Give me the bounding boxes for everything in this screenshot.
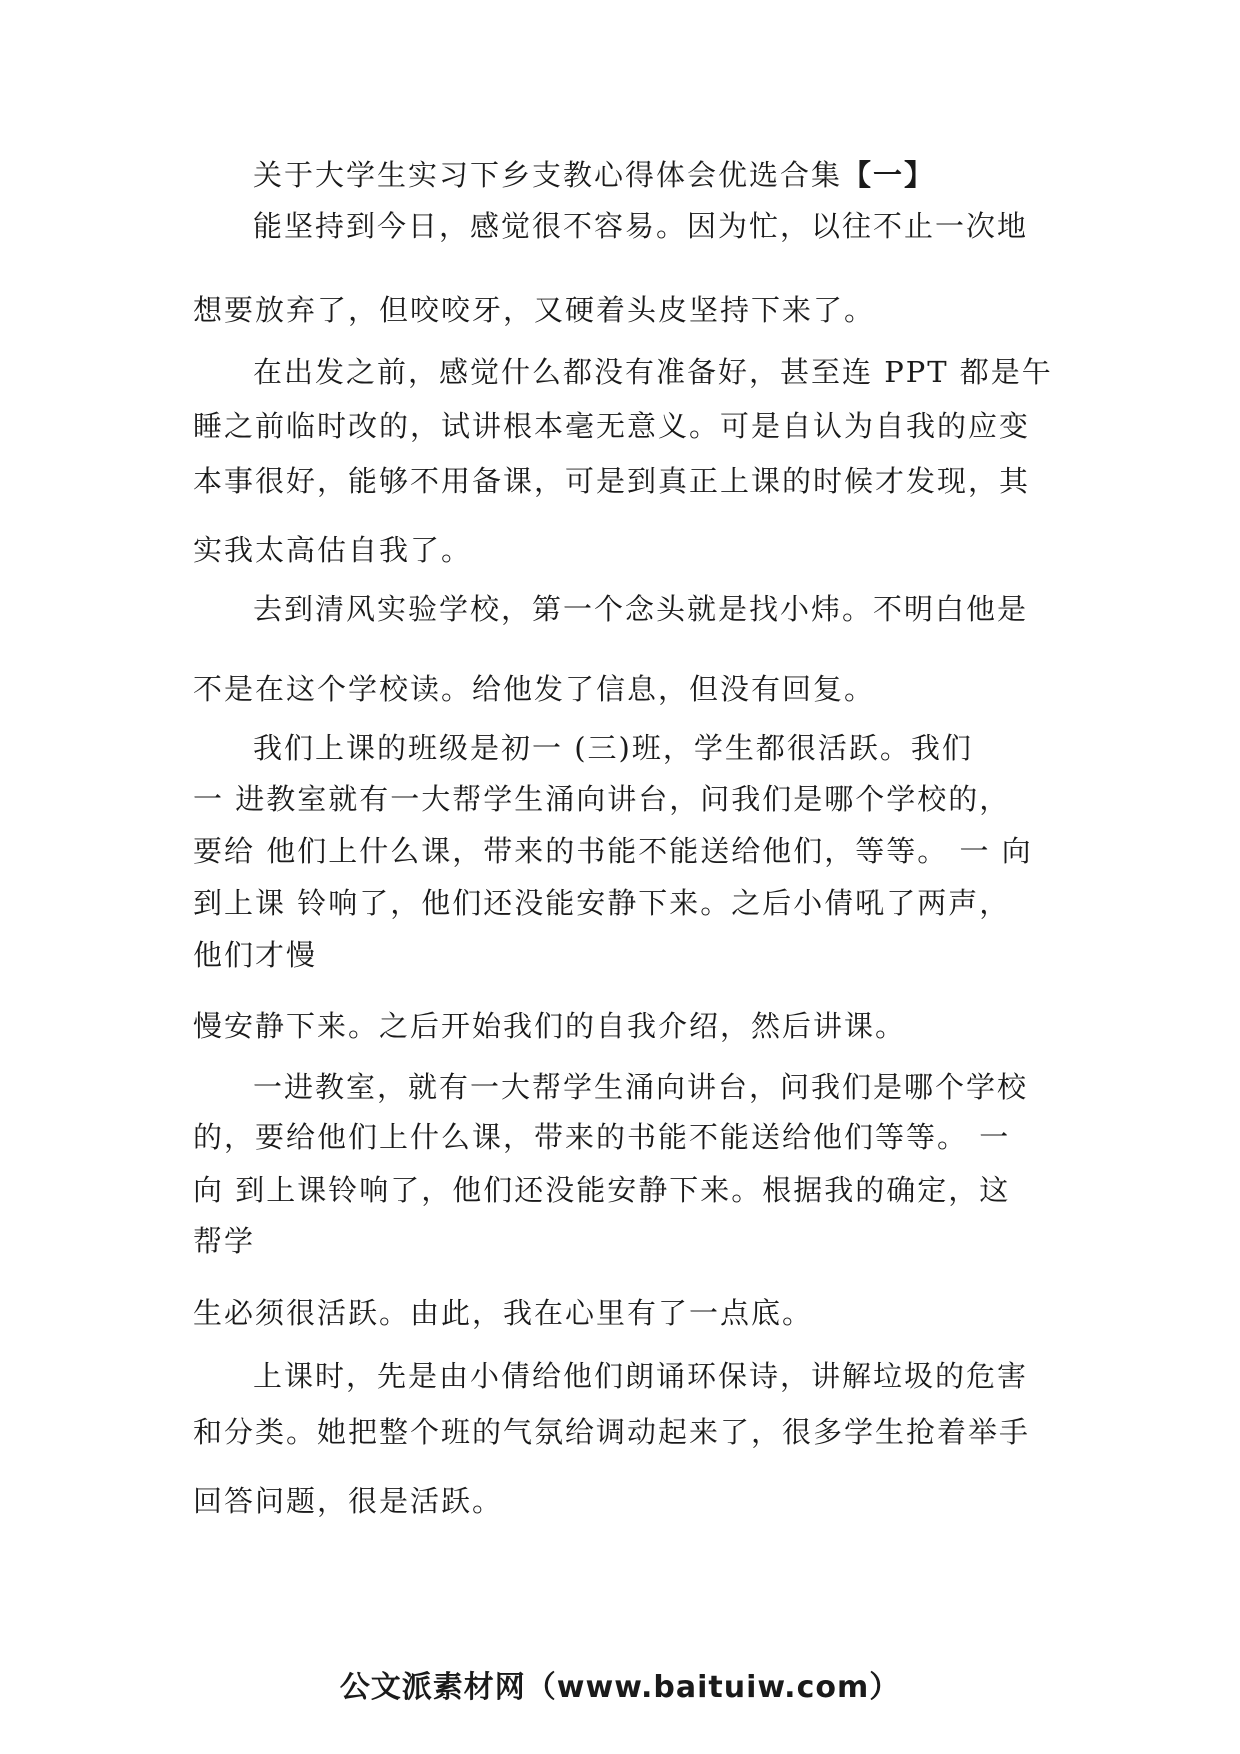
paragraph-line: 不是在这个学校读。给他发了信息，但没有回复。 [193,672,876,706]
paragraph-line: 回答问题，很是活跃。 [193,1484,504,1518]
paragraph-line: 他们才慢 [193,938,318,972]
paragraph-line: 去到清风实验学校，第一个念头就是找小炜。不明白他是 [253,592,1029,626]
paragraph-line: 向 到上课铃响了，他们还没能安静下来。根据我的确定，这 [193,1173,1011,1207]
paragraph-line: 实我太高估自我了。 [193,533,473,567]
paragraph-line: 慢安静下来。之后开始我们的自我介绍，然后讲课。 [193,1009,907,1043]
paragraph-line: 帮学 [193,1224,256,1258]
paragraph-line: 生必须很活跃。由此，我在心里有了一点底。 [193,1296,814,1330]
paragraph-line: 能坚持到今日，感觉很不容易。因为忙，以往不止一次地 [253,209,1029,243]
document-title [253,155,1133,195]
paragraph-line: 到上课 铃响了，他们还没能安静下来。之后小倩吼了两声， [193,886,1011,920]
paragraph-line: 睡之前临时改的，试讲根本毫无意义。可是自认为自我的应变 [193,409,1031,443]
paragraph-line: 要给 他们上什么课，带来的书能不能送给他们，等等。 一 向 [193,834,1033,868]
paragraph-line: 和分类。她把整个班的气氛给调动起来了，很多学生抢着举手 [193,1415,1031,1449]
title-number: 【一】 [842,158,936,192]
paragraph-line: 我们上课的班级是初一 (三)班，学生都很活跃。我们 [253,731,973,765]
paragraph-line: 一进教室，就有一大帮学生涌向讲台，问我们是哪个学校 [253,1070,1029,1104]
paragraph-line: 本事很好，能够不用备课，可是到真正上课的时候才发现，其 [193,464,1031,498]
page-footer: 公文派素材网（www.baituiw.com） [339,1670,901,1705]
paragraph-line: 的，要给他们上什么课，带来的书能不能送给他们等等。 一 [193,1120,1011,1154]
paragraph-line: 想要放弃了，但咬咬牙，又硬着头皮坚持下来了。 [193,293,876,327]
paragraph-line: 上课时，先是由小倩给他们朗诵环保诗，讲解垃圾的危害 [253,1359,1029,1393]
paragraph-line: 在出发之前，感觉什么都没有准备好，甚至连 PPT 都是午 [253,355,1053,389]
title-text: 关于大学生实习下乡支教心得体会优选合集 [253,158,843,192]
paragraph-line: 一 进教室就有一大帮学生涌向讲台，问我们是哪个学校的， [193,782,1011,816]
